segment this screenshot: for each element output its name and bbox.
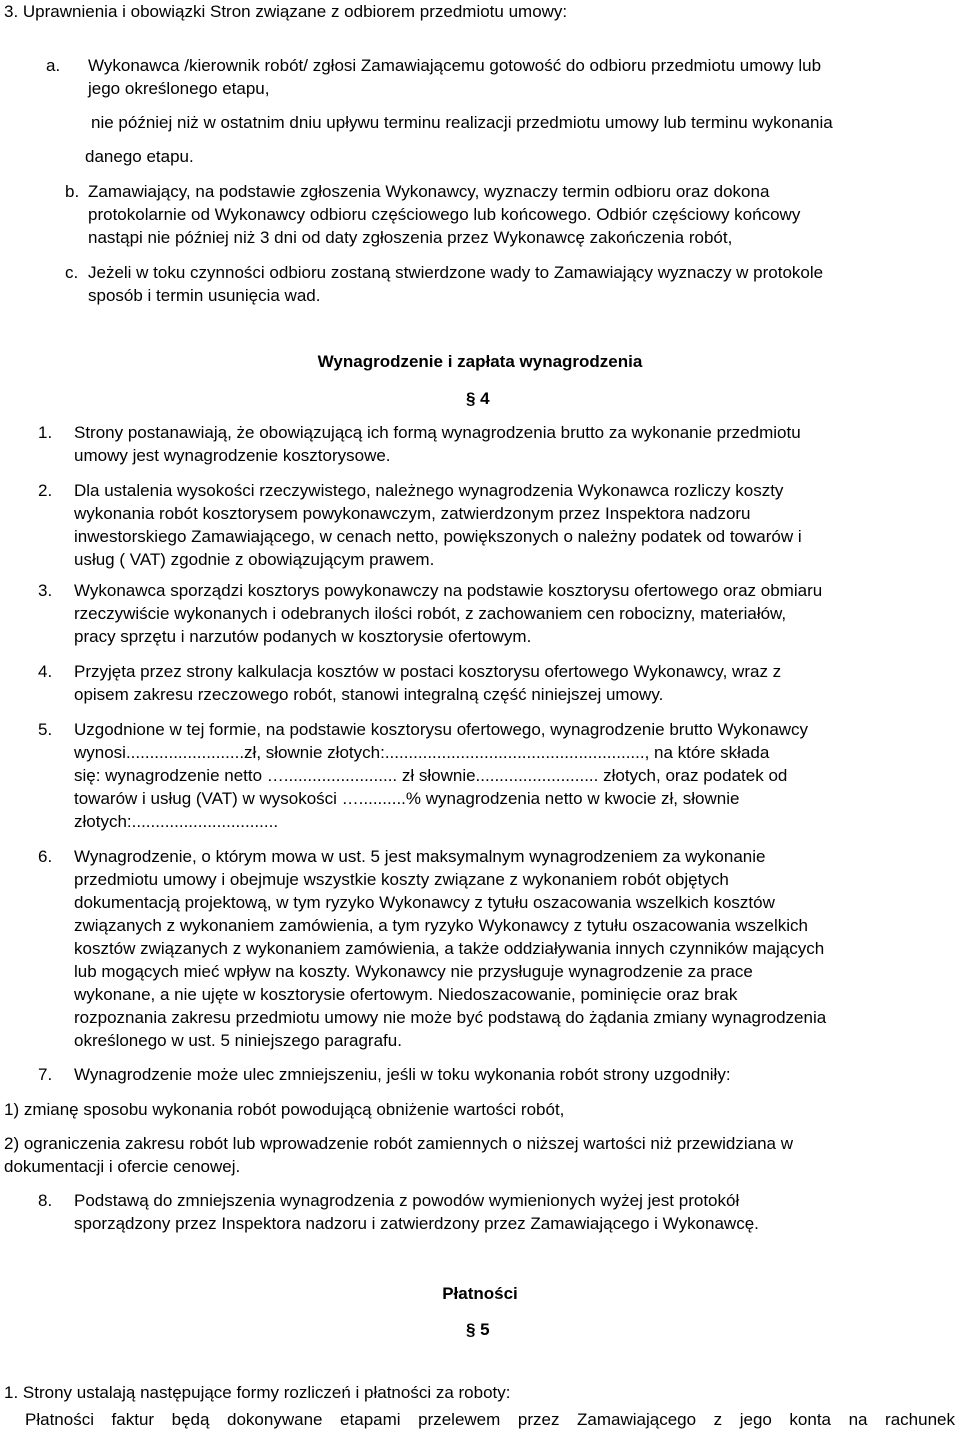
- sub-item-2: dokumentacji i ofercie cenowej.: [4, 1157, 241, 1176]
- item-line: się: wynagrodzenie netto …........................ zł słownie.......................... złotych, oraz podatek od: [74, 766, 788, 785]
- item-b-line: Zamawiający, na podstawie zgłoszenia Wykonawcy, wyznaczy termin odbioru oraz dokona: [88, 182, 770, 201]
- item-line: złotych:...............................: [74, 812, 279, 831]
- section-4-heading: Wynagrodzenie i zapłata wynagrodzenia: [317, 352, 643, 371]
- item-a-line: jego określonego etapu,: [88, 79, 270, 98]
- item-line: kosztów związanych z wykonaniem zamówienia, a także oddziaływania innych czynników mających: [74, 939, 825, 958]
- item-number: 1.: [38, 423, 53, 442]
- section-3-title: 3. Uprawnienia i obowiązki Stron związane z odbiorem przedmiotu umowy:: [4, 2, 568, 21]
- item-8-number: 8.: [38, 1191, 53, 1210]
- item-line: Uzgodnione w tej formie, na podstawie kosztorysu ofertowego, wynagrodzenie brutto Wykonawcy: [74, 720, 809, 739]
- item-line: usług ( VAT) zgodnie z obowiązującym prawem.: [74, 550, 435, 569]
- item-c-marker: c.: [65, 263, 79, 282]
- section-4-symbol: § 4: [466, 389, 490, 408]
- item-line: Wynagrodzenie, o którym mowa w ust. 5 jest maksymalnym wynagrodzeniem za wykonanie: [74, 847, 766, 866]
- item-line: lub mogących mieć wpływ na koszty. Wykonawcy nie przysługuje wynagrodzenie za prace: [74, 962, 753, 981]
- item-line: dokumentacją projektową, w tym ryzyko Wykonawcy z tytułu oszacowania wszelkich kosztów: [74, 893, 775, 912]
- item-line: rozpoznania zakresu przedmiotu umowy nie może być podstawą do żądania zmiany wynagrodzenia: [74, 1008, 827, 1027]
- item-line: inwestorskiego Zamawiającego, w cenach netto, powiększonych o należny podatek od towarów i: [74, 527, 802, 546]
- section-5-symbol: § 5: [466, 1320, 490, 1339]
- item-line: wynosi.........................zł, słownie złotych:......................................................., na które składa: [74, 743, 770, 762]
- item-line: Strony postanawiają, że obowiązującą ich formą wynagrodzenia brutto za wykonanie przedmiotu: [74, 423, 801, 442]
- item-c-line: sposób i termin usunięcia wad.: [88, 286, 321, 305]
- sub-item-2: 2) ograniczenia zakresu robót lub wprowadzenie robót zamiennych o niższej wartości niż przewidziana w: [4, 1134, 793, 1153]
- item-number: 3.: [38, 581, 53, 600]
- item-a-line: Wykonawca /kierownik robót/ zgłosi Zamawiającemu gotowość do odbioru przedmiotu umowy lub: [88, 56, 822, 75]
- item-line: rzeczywiście wykonanych i odebranych ilości robót, z zachowaniem cen robocizny, materiałów,: [74, 604, 787, 623]
- item-line: towarów i usług (VAT) w wysokości …..........% wynagrodzenia netto w kwocie zł, słownie: [74, 789, 740, 808]
- item-a-marker: a.: [46, 56, 61, 75]
- item-line: Wykonawca sporządzi kosztorys powykonawczy na podstawie kosztorysu ofertowego oraz obmiaru: [74, 581, 823, 600]
- item-number: 2.: [38, 481, 53, 500]
- item-number: 7.: [38, 1065, 53, 1084]
- item-line: umowy jest wynagrodzenie kosztorysowe.: [74, 446, 391, 465]
- item-number: 5.: [38, 720, 53, 739]
- item-8-line: sporządzony przez Inspektora nadzoru i zatwierdzony przez Zamawiającego i Wykonawcę.: [74, 1214, 759, 1233]
- item-number: 4.: [38, 662, 53, 681]
- item-number: 6.: [38, 847, 53, 866]
- item-line: wykonane, a nie ujęte w kosztorysie ofertowym. Niedoszacowanie, pominięcie oraz brak: [74, 985, 738, 1004]
- item-line: pracy sprzętu i narzutów podanych w kosztorysie ofertowym.: [74, 627, 532, 646]
- item-line: opisem zakresu rzeczowego robót, stanowi integralną część niniejszej umowy.: [74, 685, 664, 704]
- sub-item-1: 1) zmianę sposobu wykonania robót powodującą obniżenie wartości robót,: [4, 1100, 565, 1119]
- section-5-point-1: 1. Strony ustalają następujące formy rozliczeń i płatności za roboty:: [4, 1383, 511, 1402]
- item-line: Dla ustalenia wysokości rzeczywistego, należnego wynagrodzenia Wykonawca rozliczy koszty: [74, 481, 784, 500]
- item-8-line: Podstawą do zmniejszenia wynagrodzenia z powodów wymienionych wyżej jest protokół: [74, 1191, 740, 1210]
- item-b-line: protokolarnie od Wykonawcy odbioru częściowego lub końcowego. Odbiór częściowy końcowy: [88, 205, 801, 224]
- item-b-marker: b.: [65, 182, 80, 201]
- item-line: przedmiotu umowy i obejmuje wszystkie koszty związane z wykonaniem robót objętych: [74, 870, 729, 889]
- item-line: Przyjęta przez strony kalkulacja kosztów w postaci kosztorysu ofertowego Wykonawcy, wraz z: [74, 662, 782, 681]
- item-b-line: nastąpi nie później niż 3 dni od daty zgłoszenia przez Wykonawcę zakończenia robót,: [88, 228, 733, 247]
- item-line: wykonania robót kosztorysem powykonawczym, zatwierdzonym przez Inspektora nadzoru: [74, 504, 751, 523]
- item-a-line: nie później niż w ostatnim dniu upływu terminu realizacji przedmiotu umowy lub terminu wykonania: [91, 113, 833, 132]
- item-line: związanych z wykonaniem zamówienia, a tym ryzyko Wykonawcy z tytułu oszacowania wszelkich: [74, 916, 808, 935]
- item-a-line: danego etapu.: [85, 147, 194, 166]
- item-line: Wynagrodzenie może ulec zmniejszeniu, jeśli w toku wykonania robót strony uzgodniły:: [74, 1065, 731, 1084]
- section-5-payments-text: Płatności faktur będą dokonywane etapami przelewem przez Zamawiającego z jego konta na rachunek: [25, 1410, 955, 1429]
- item-c-line: Jeżeli w toku czynności odbioru zostaną stwierdzone wady to Zamawiający wyznaczy w protokole: [88, 263, 824, 282]
- item-line: określonego w ust. 5 niniejszego paragrafu.: [74, 1031, 402, 1050]
- section-5-heading: Płatności: [442, 1284, 518, 1303]
